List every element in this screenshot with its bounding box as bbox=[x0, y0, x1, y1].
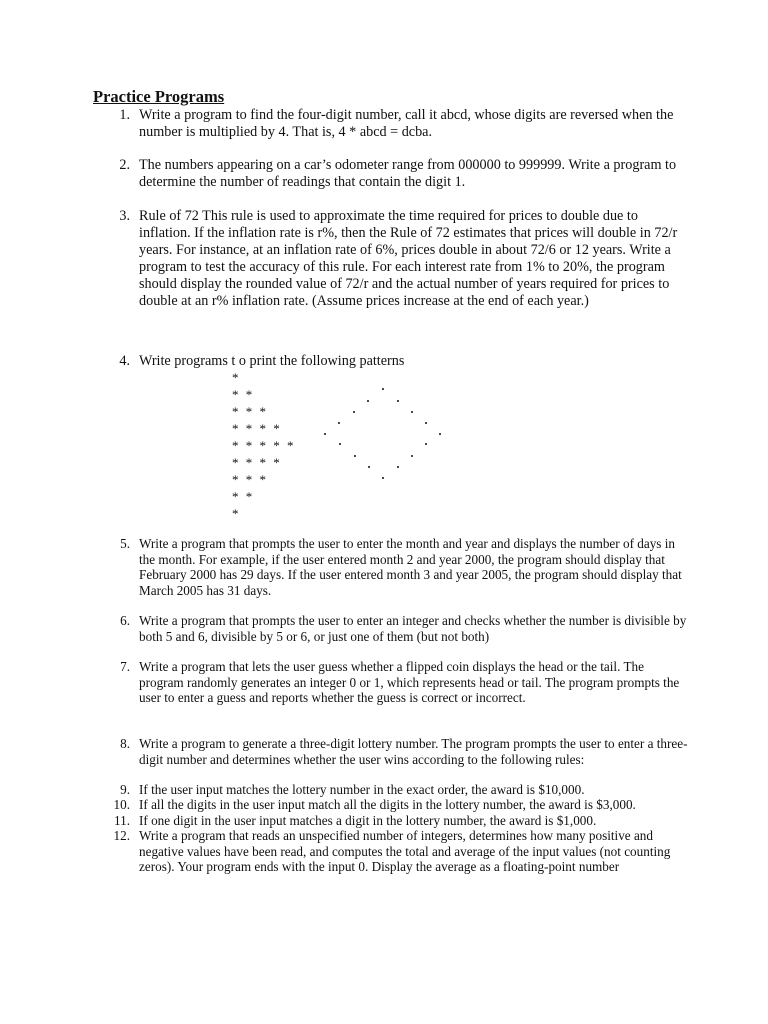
item-text: The numbers appearing on a car’s odometer range from 000000 to 999999. Write a program to determine the number of readings that contain the digit 1. bbox=[139, 157, 677, 190]
item-number: 11. bbox=[114, 813, 130, 828]
pattern-row: * * bbox=[232, 387, 255, 402]
item-text: Write a program to find the four-digit number, call it abcd, whose digits are reversed when the number is multiplied by 4. That is, 4 * abcd = dcba. bbox=[139, 107, 674, 140]
item-text: Write a program that prompts the user to enter an integer and checks whether the number is divisible by both 5 and 6, divisible by 5 or 6, or just one of them (but not both) bbox=[139, 613, 687, 644]
item-number: 8. bbox=[120, 736, 130, 751]
pattern-row: * bbox=[232, 506, 241, 521]
item-number: 7. bbox=[120, 659, 130, 674]
item-number: 6. bbox=[120, 613, 130, 628]
item-text: Write a program to generate a three-digit lottery number. The program prompts the user to enter a three-digit number and determines whether the user wins according to the following rules: bbox=[139, 736, 688, 767]
diamond-dot-pattern bbox=[318, 378, 448, 488]
item-number: 5. bbox=[120, 536, 130, 551]
item-number: 2. bbox=[119, 157, 130, 173]
item-text: Write a program that reads an unspecified number of integers, determines how many positive and negative values have been read, and computes the total and average of the input values (not counting zeros). Your program ends with the input 0. Display the average as a floating-point number bbox=[139, 828, 671, 875]
item-number: 10. bbox=[113, 797, 130, 812]
item-text: If all the digits in the user input match all the digits in the lottery number, the award is $3,000. bbox=[139, 797, 636, 812]
item-number: 1. bbox=[119, 107, 130, 123]
pattern-row: * * * * bbox=[232, 455, 282, 470]
pattern-row: * * * * bbox=[232, 421, 282, 436]
pattern-row: * bbox=[232, 370, 241, 385]
pattern-row: * * bbox=[232, 489, 255, 504]
pattern-row: * * * bbox=[232, 472, 268, 487]
pattern-row: * * * bbox=[232, 404, 268, 419]
item-text: Write programs t o print the following patterns bbox=[139, 353, 405, 369]
star-pattern bbox=[232, 369, 296, 522]
pattern-row: * * * * * bbox=[232, 438, 296, 453]
page-title: Practice Programs bbox=[93, 87, 225, 106]
item-text: Write a program that lets the user guess whether a flipped coin displays the head or the tail. The program randomly generates an integer 0 or 1, which represents head or tail. The program prompts the user to enter a guess and reports whether the guess is correct or incorrect. bbox=[139, 659, 680, 706]
item-text: If one digit in the user input matches a digit in the lottery number, the award is $1,000. bbox=[139, 813, 597, 828]
item-number: 4. bbox=[119, 353, 130, 369]
item-text: If the user input matches the lottery number in the exact order, the award is $10,000. bbox=[139, 782, 585, 797]
item-number: 9. bbox=[120, 782, 130, 797]
item-number: 12. bbox=[113, 828, 130, 843]
item-number: 3. bbox=[119, 208, 130, 224]
item-text: Rule of 72 This rule is used to approximate the time required for prices to double due to inflation. If the inflation rate is r%, then the Rule of 72 estimates that prices will double in 72/r years. For instance, at an inflation rate of 6%, prices double in about 72/6 or 12 years. Write a program to test the accuracy of this rule. For each interest rate from 1% to 20%, the program should display the rounded value of 72/r and the actual number of years required for prices to double at an r% inflation rate. (Assume prices increase at the end of each year.) bbox=[139, 208, 678, 309]
item-text: Write a program that prompts the user to enter the month and year and displays the number of days in the month. For example, if the user entered month 2 and year 2000, the program should display that February 2000 has 29 days. If the user entered month 3 and year 2005, the program should display that March 2005 has 31 days. bbox=[139, 536, 682, 598]
